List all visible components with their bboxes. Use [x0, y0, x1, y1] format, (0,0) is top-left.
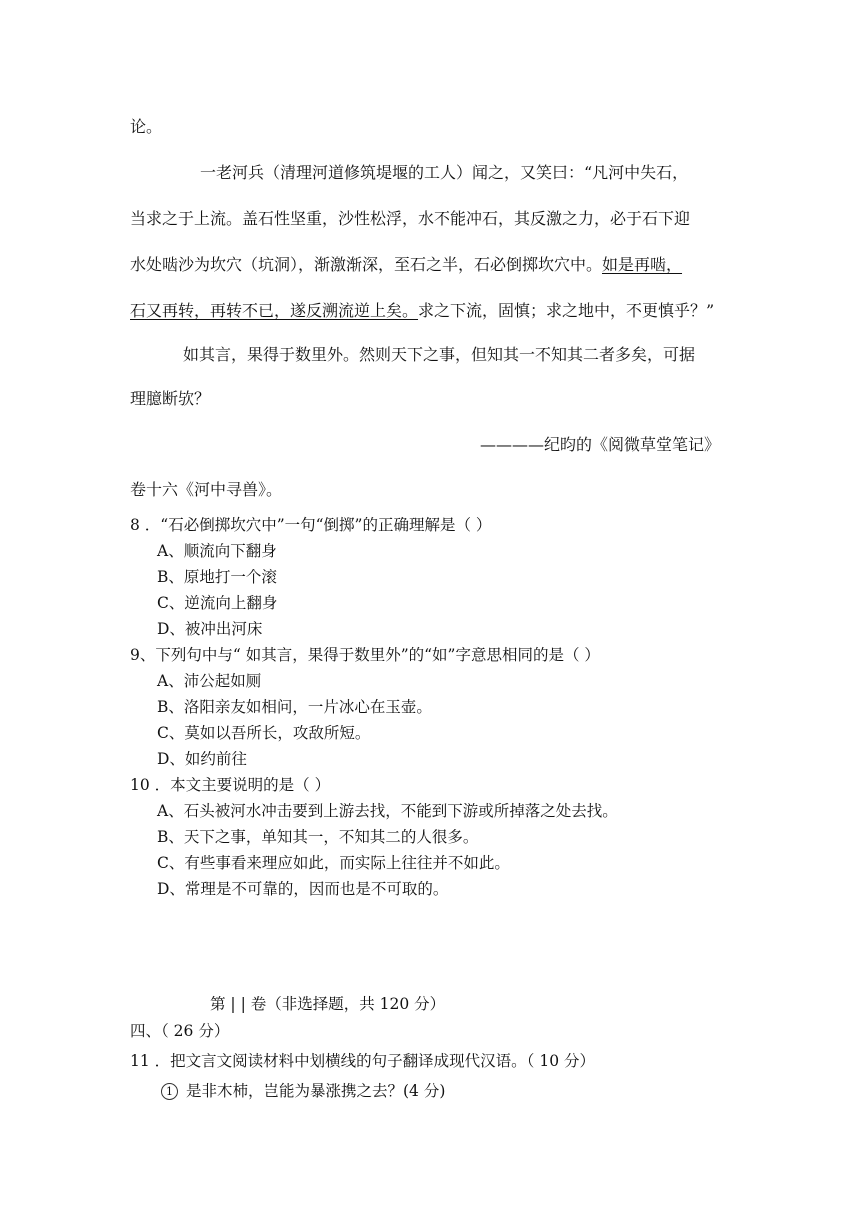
passage-line: 理臆断欤？: [130, 389, 211, 408]
option: B、洛阳亲友如相问，一片冰心在玉壶。: [157, 698, 432, 716]
passage-line: 论。: [130, 117, 163, 136]
option: C、逆流向上翻身: [157, 594, 278, 612]
passage-line: 一老河兵（清理河道修筑堤堰的工人）闻之，又笑曰：“凡河中失石，: [200, 163, 689, 182]
question-stem: 10 ．本文主要说明的是（ ）: [130, 776, 331, 794]
question-stem: 9、下列句中与“ 如其言，果得于数里外”的“如”字意思相同的是（ ）: [130, 646, 600, 664]
option: A、顺流向下翻身: [157, 542, 277, 560]
question-stem: 8 ．“石必倒掷坎穴中”一句“倒掷”的正确理解是（ ）: [130, 516, 492, 534]
option: B、天下之事，单知其一，不知其二的人很多。: [157, 828, 479, 846]
passage-text: 求之下流，固慎；求之地中，不更慎乎？”: [418, 301, 715, 320]
sub-question-text: 是非木杮，岂能为暴涨携之去？(4 分): [186, 1082, 446, 1100]
passage-line: 当求之于上流。盖石性坚重，沙性松浮，水不能冲石，其反激之力，必于石下迎: [130, 209, 691, 228]
passage-line: 如其言，果得于数里外。然则天下之事，但知其一不知其二者多矣，可据: [183, 345, 696, 364]
option: A、石头被河水冲击要到上游去找，不能到下游或所掉落之处去找。: [157, 802, 618, 820]
passage-text: 水处啮沙为坎穴（坑洞），渐激渐深，至石之半，石必倒掷坎穴中。: [130, 255, 603, 274]
underlined-sentence: 如是再啮，: [602, 255, 683, 274]
circled-number: 1: [161, 1083, 178, 1100]
option: C、有些事看来理应如此，而实际上往往并不如此。: [157, 854, 510, 872]
section-title: 第 | | 卷（非选择题，共 120 分）: [210, 995, 446, 1013]
part-heading: 四、（ 26 分）: [130, 1022, 230, 1040]
source-citation: 卷十六《河中寻兽》。: [130, 480, 283, 499]
option: D、如约前往: [157, 750, 247, 768]
option: D、被冲出河床: [157, 620, 263, 638]
source-citation: ————纪昀的《阅微草堂笔记》: [480, 435, 721, 454]
option: C、莫如以吾所长，攻敌所短。: [157, 724, 371, 742]
option: B、原地打一个滚: [157, 568, 277, 586]
option: A、沛公起如厕: [157, 672, 262, 690]
option: D、常理是不可靠的，因而也是不可取的。: [157, 880, 449, 898]
question-stem: 11 ．把文言文阅读材料中划横线的句子翻译成现代汉语。（ 10 分）: [130, 1052, 595, 1070]
passage-line: [130, 255, 682, 275]
passage-line: [130, 301, 714, 321]
underlined-sentence: 石又再转，再转不已，遂反溯流逆上矣。: [130, 301, 419, 320]
sub-question: [161, 1081, 445, 1101]
